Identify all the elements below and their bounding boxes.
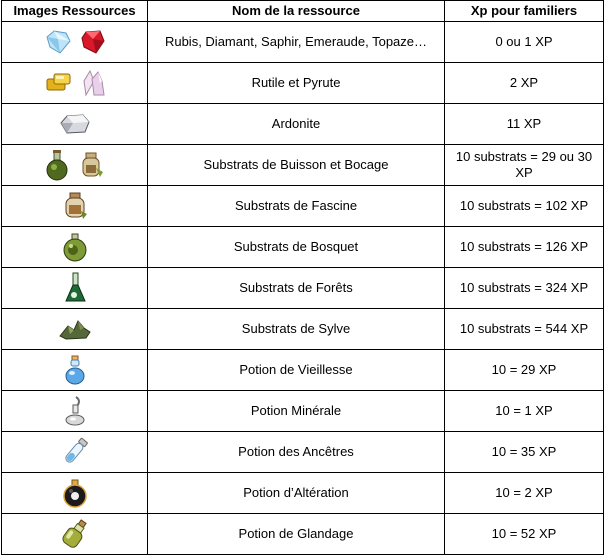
header-row [2,1,604,22]
icon-cell [2,227,148,268]
icon-cell [2,309,148,350]
diamond-icon [44,29,72,55]
table-row [2,268,604,309]
green-round-flask-icon [61,232,89,262]
resource-name: Potion des Ancêtres [148,432,445,473]
table-row [2,391,604,432]
resource-name: Substrats de Bosquet [148,227,445,268]
resource-xp: 10 = 2 XP [445,473,604,514]
table-row [2,104,604,145]
test-tube-icon [61,436,89,468]
resource-xp: 10 substrats = 324 XP [445,268,604,309]
grey-potion-icon [62,395,88,427]
icon-cell [2,22,148,63]
resource-name: Substrats de Buisson et Bocage [148,145,445,186]
table-row [2,145,604,186]
icon-cell [2,432,148,473]
icon-cell [2,104,148,145]
silver-rock-icon [59,113,91,135]
icon-cell [2,514,148,555]
resource-xp: 10 substrats = 544 XP [445,309,604,350]
resource-name: Substrats de Forêts [148,268,445,309]
resource-xp: 10 substrats = 126 XP [445,227,604,268]
header-name: Nom de la ressource [148,1,445,22]
icon-cell [2,391,148,432]
resource-xp: 10 substrats = 29 ou 30 XP [445,145,604,186]
resource-xp: 10 = 52 XP [445,514,604,555]
leaf-pile-icon [58,318,92,340]
resource-name: Substrats de Fascine [148,186,445,227]
black-potion-icon [61,478,89,508]
resource-xp: 10 = 1 XP [445,391,604,432]
resource-xp: 0 ou 1 XP [445,22,604,63]
jar-icon [61,191,89,221]
resource-name: Potion Minérale [148,391,445,432]
icon-cell [2,350,148,391]
resource-name: Rutile et Pyrute [148,63,445,104]
icon-cell [2,63,148,104]
table-row [2,350,604,391]
table-row [2,22,604,63]
resources-table [1,0,604,555]
resource-xp: 10 = 35 XP [445,432,604,473]
olive-bottle-icon [60,518,90,550]
table-row [2,473,604,514]
table-row [2,186,604,227]
table-row [2,227,604,268]
icon-cell [2,473,148,514]
gold-nugget-icon [44,71,74,95]
ruby-icon [80,29,106,55]
resource-name: Potion de Vieillesse [148,350,445,391]
resource-name: Potion de Glandage [148,514,445,555]
icon-cell [2,145,148,186]
blue-potion-icon [63,354,87,386]
resource-name: Rubis, Diamant, Saphir, Emeraude, Topaze… [148,22,445,63]
header-xp: Xp pour familiers [445,1,604,22]
pink-crystal-icon [82,69,106,97]
resource-xp: 11 XP [445,104,604,145]
icon-cell [2,186,148,227]
resource-name: Ardonite [148,104,445,145]
table-row [2,514,604,555]
resource-xp: 10 = 29 XP [445,350,604,391]
resource-name: Substrats de Sylve [148,309,445,350]
icon-cell [2,268,148,309]
table-row [2,309,604,350]
resource-xp: 2 XP [445,63,604,104]
green-flask-icon [44,149,70,181]
dark-green-flask-icon [63,271,87,305]
brown-jar-icon [78,150,106,180]
header-images: Images Ressources [2,1,148,22]
table-row [2,63,604,104]
resource-name: Potion d’Altération [148,473,445,514]
resource-xp: 10 substrats = 102 XP [445,186,604,227]
table-row [2,432,604,473]
